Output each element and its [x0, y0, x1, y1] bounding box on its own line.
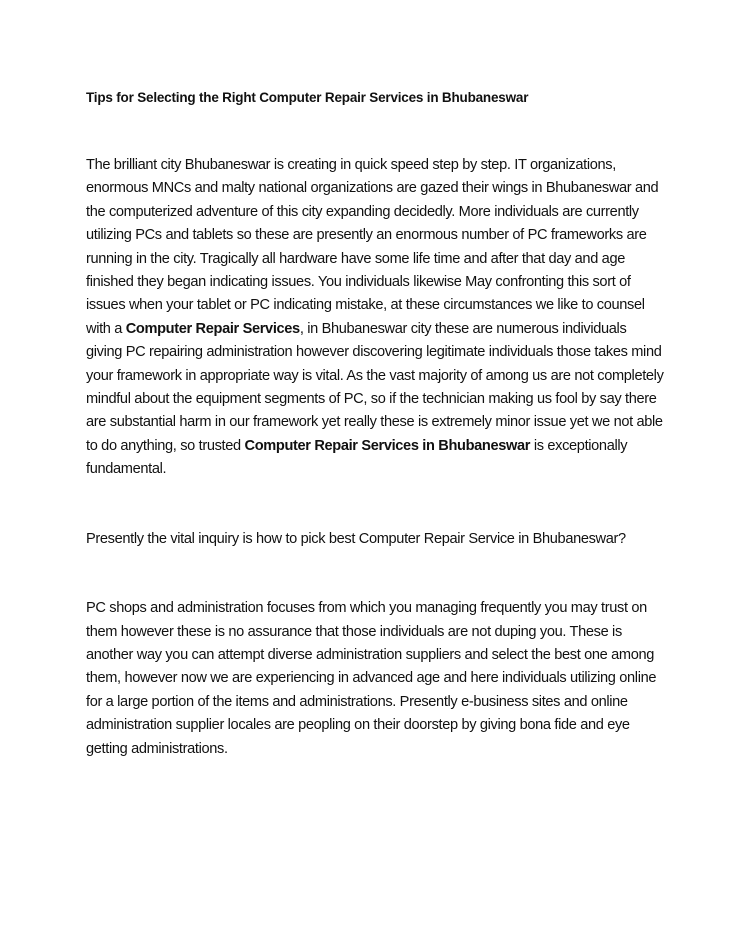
paragraph-intro-text-c: , in Bhubaneswar city these are numerous individuals giving PC repairing administration however discovering legitimate individuals those takes mind your framework in appropriate way is vital. As the vast majority of among us are not completely mindful about the equipment segments of PC, so if the technician making us fool by say there are substantial harm in our framework yet really these is extremely minor issue yet we not able to do anything, so trusted — [86, 320, 664, 454]
bold-phrase-computer-repair-services-bhubaneswar: Computer Repair Services in Bhubaneswar — [244, 437, 531, 454]
bold-phrase-computer-repair-services: Computer Repair Services — [125, 320, 300, 337]
paragraph-intro-text-d: is exceptionally fundamental. — [86, 437, 628, 478]
document-page — [86, 88, 666, 761]
paragraph-intro — [86, 154, 666, 482]
paragraph-pc-shops: PC shops and administration focuses from which you managing frequently you may trust on them however these is no assurance that those individuals are not duping you. These is another way you can attempt diverse administration suppliers and select the best one among them, however now we are experiencing in advanced age and here individuals utilizing online for a large portion of the items and administrations. Presently e-business sites and online administration supplier locales are peopling on their doorstep by giving bona fide and eye getting administrations. — [86, 600, 657, 757]
paragraph-intro-text-a: The brilliant city Bhubaneswar is creating in quick speed step by step. IT organizations, enormous MNCs and malty national organizations are gazed their wings in Bhubaneswar and the computerized adventure of this city expanding decidedly. More individuals are currently utilizing PCs and tablets so these are presently an enormous number of PC frameworks are running in the city. Tragically all hardware have some life time and after that day and age finished they began indicating issues. You individuals likewise May confronting this sort of issues when your tablet or PC indicating mistake, at these circumstances we like to counsel with a — [86, 157, 659, 337]
document-title: Tips for Selecting the Right Computer Repair Services in Bhubaneswar — [86, 90, 529, 105]
paragraph-question: Presently the vital inquiry is how to pick best Computer Repair Service in Bhubaneswar? — [86, 530, 626, 547]
